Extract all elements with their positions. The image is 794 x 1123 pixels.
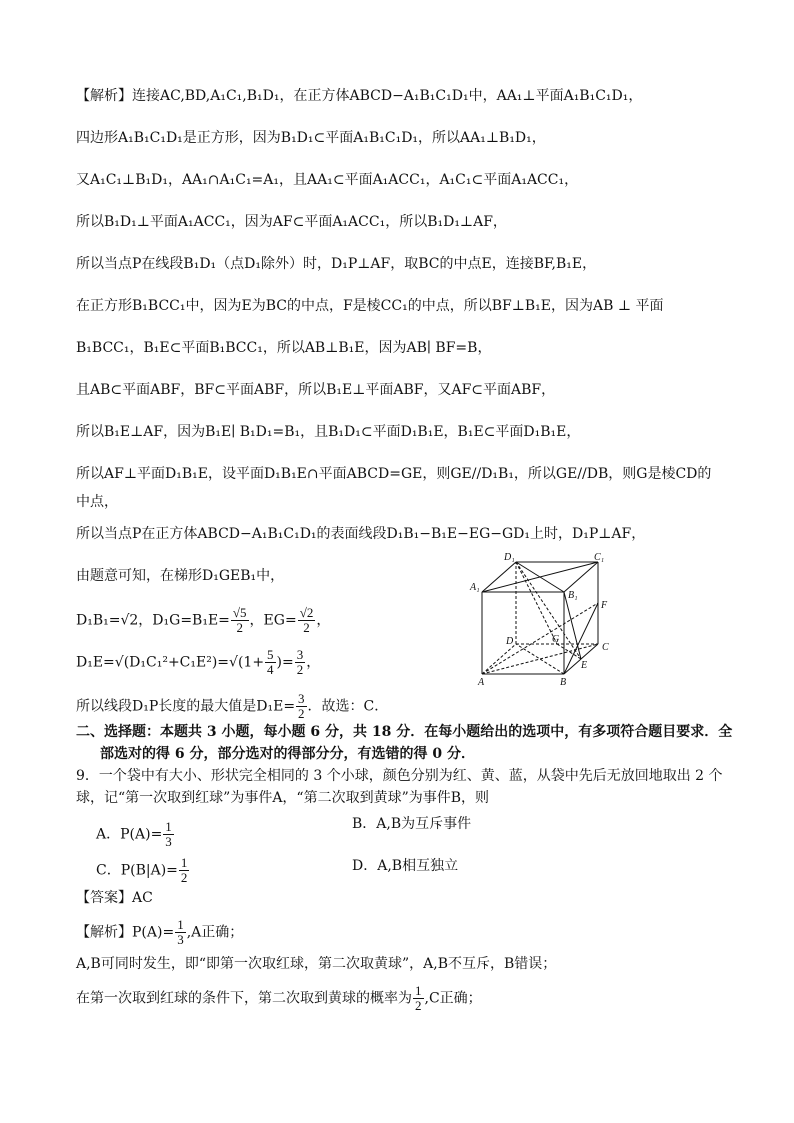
label-G: G: [552, 634, 560, 645]
solution-line-3: 又A₁C₁⊥B₁D₁，AA₁∩A₁C₁=A₁，且AA₁⊂平面A₁ACC₁，A₁C₁⊂平面A₁ACC₁，: [76, 172, 579, 188]
solution-line-16: 所以线段D₁P长度的最大值是D₁E= $\frac{3}{2}$ ．故选：C．: [76, 691, 389, 721]
label-C1: C₁: [594, 552, 605, 563]
cube-figure: [468, 548, 618, 688]
question-stem-line-2: 球，记“第一次取到红球”为事件A，“第二次取到黄球”为事件B，则: [76, 790, 490, 806]
label-E: E: [581, 660, 588, 671]
d1e-formula: D₁E=√(D₁C₁²+C₁E²)=√(1+: [76, 654, 265, 671]
option-c-fraction: $\frac{1}{2}$: [180, 855, 188, 885]
section-heading-line-1: 二、选择题：本题共 3 小题，每小题 6 分，共 18 分．在每小题给出的选项中，有多项符合题目要求．全: [76, 724, 733, 740]
solution-line-10: 所以AF⊥平面D₁B₁E，设平面D₁B₁E∩平面ABCD=GE，则GE//D₁B₁，所以GE//DB，则G是棱CD的: [76, 466, 712, 482]
analysis-fraction-1-3: $\frac{1}{3}$: [177, 917, 184, 947]
label-A: A: [478, 677, 485, 688]
solution-line-7: B₁BCC₁，B₁E⊂平面B₁BCC₁，所以AB⊥B₁E，因为AB∣ BF=B，: [76, 340, 492, 356]
fraction-3-over-2-final: $\frac{3}{2}$: [298, 691, 305, 721]
lengths-text: D₁B₁=√2，D₁G=B₁E=: [76, 612, 230, 629]
option-c[interactable]: C．P(B|A)= $\frac{1}{2}$: [96, 855, 188, 885]
fraction-5-over-4: $\frac{5}{4}$: [267, 647, 274, 677]
fraction-sqrt5-over-2: $\frac{√5}{2}$: [232, 605, 247, 635]
solution-line-9: 所以B₁E⊥AF，因为B₁E∣ B₁D₁=B₁，且B₁D₁⊂平面D₁B₁E，B₁E⊂平面D₁B₁E，: [76, 424, 581, 440]
label-D1: D₁: [504, 552, 515, 563]
option-a-fraction: $\frac{1}{3}$: [165, 819, 172, 849]
label-D: D: [506, 636, 514, 647]
fraction-3-over-2: $\frac{3}{2}$: [296, 647, 304, 677]
solution-line-6: 在正方形B₁BCC₁中，因为E为BC的中点，F是棱CC₁的中点，所以BF⊥B₁E，因为AB ⊥ 平面: [76, 298, 664, 314]
label-B1: B₁: [568, 590, 578, 601]
solution-line-12: 所以当点P在正方体ABCD−A₁B₁C₁D₁的表面线段D₁B₁−B₁E−EG−GD₁上时，D₁P⊥AF，: [76, 526, 646, 542]
segment-B1E: [564, 592, 581, 659]
section-heading-line-2: 部选对的得 6 分，部分选对的得部分分，有选错的得 0 分．: [100, 746, 475, 762]
solution-line-2: 四边形A₁B₁C₁D₁是正方形，因为B₁D₁⊂平面A₁B₁C₁D₁，所以AA₁⊥B₁D₁，: [76, 130, 546, 146]
analysis-line-1: 【解析】P(A)= $\frac{1}{3}$ ,A正确；: [76, 917, 244, 947]
option-b[interactable]: B．A,B为互斥事件: [352, 816, 472, 832]
analysis-line-2: A,B可同时发生，即“即第一次取红球，第二次取黄球”，A,B不互斥，B错误；: [76, 956, 557, 972]
option-d[interactable]: D．A,B相互独立: [352, 858, 459, 874]
solution-line-5: 所以当点P在线段B₁D₁（点D₁除外）时，D₁P⊥AF，取BC的中点E，连接BF,B₁E，: [76, 256, 597, 272]
analysis-line-3: 在第一次取到红球的条件下，第二次取到黄球的概率为 $\frac{1}{2}$ ,C正确；: [76, 983, 482, 1013]
solution-line-8: 且AB⊂平面ABF，BF⊂平面ABF，所以B₁E⊥平面ABF，又AF⊂平面ABF，: [76, 382, 556, 398]
solution-line-13: 由题意可知，在梯形D₁GEB₁中，: [76, 568, 285, 584]
question-stem-line-1: 9．一个袋中有大小、形状完全相同的 3 个小球，颜色分别为红、黄、蓝，从袋中先后无放回地取出 2 个: [76, 768, 723, 784]
hidden-BD: [516, 644, 564, 674]
solution-line-4: 所以B₁D₁⊥平面A₁ACC₁，因为AF⊂平面A₁ACC₁，所以B₁D₁⊥AF，: [76, 214, 507, 230]
solution-line-15: D₁E=√(D₁C₁²+C₁E²)=√(1+ $\frac{5}{4}$ )= $\frac{3}{2}$ ，: [76, 647, 321, 677]
solution-line-11: 中点，: [76, 494, 118, 510]
fraction-sqrt2-over-2: $\frac{√2}{2}$: [299, 605, 314, 635]
answer-line: 【答案】AC: [76, 890, 153, 906]
label-A1: A₁: [470, 582, 480, 593]
solution-line-14: D₁B₁=√2，D₁G=B₁E= $\frac{√5}{2}$ ，EG= $\frac{√2}{2}$ ，: [76, 605, 331, 635]
label-F: F: [601, 600, 608, 611]
max-length-text: 所以线段D₁P长度的最大值是D₁E=: [76, 698, 296, 715]
solution-line-1: 【解析】连接AC,BD,A₁C₁,B₁D₁，在正方体ABCD−A₁B₁C₁D₁中，AA₁⊥平面A₁B₁C₁D₁，: [76, 88, 643, 104]
label-C: C: [602, 642, 609, 653]
option-a[interactable]: A．P(A)= $\frac{1}{3}$: [96, 819, 172, 849]
analysis-fraction-1-2: $\frac{1}{2}$: [415, 983, 422, 1013]
label-B: B: [560, 677, 567, 688]
